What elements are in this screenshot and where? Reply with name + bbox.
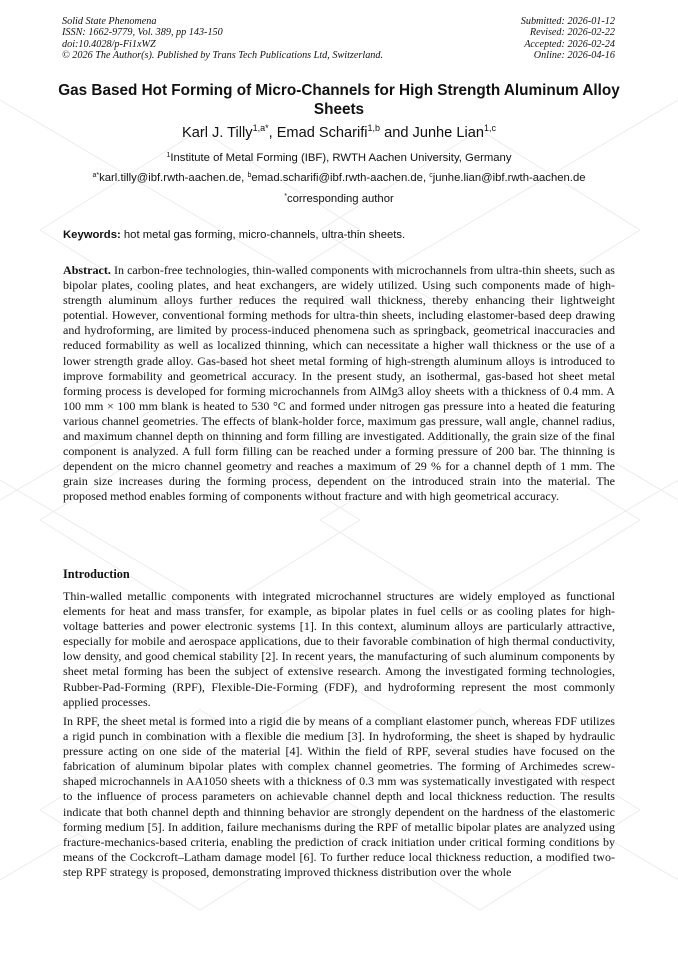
author-separator: and	[380, 125, 413, 141]
affiliation	[50, 151, 628, 165]
abstract	[63, 263, 615, 505]
corresponding-text: corresponding author	[286, 193, 394, 205]
keywords	[63, 228, 615, 242]
issn-info: ISSN: 1662-9779, Vol. 389, pp 143-150	[62, 27, 223, 39]
author-separator: ,	[268, 125, 277, 141]
submitted-date: Submitted: 2026-01-12	[520, 16, 615, 27]
corresponding-author-note	[50, 192, 628, 206]
doi: doi:10.4028/p-Fi1xWZ	[62, 38, 156, 50]
journal-header-right	[521, 16, 615, 62]
journal-name: Solid State Phenomena	[62, 16, 157, 27]
paper-title: Gas Based Hot Forming of Micro-Channels for High Strength Aluminum Alloy Sheets	[58, 82, 620, 118]
keywords-label: Keywords:	[63, 229, 121, 241]
email-address: karl.tilly@ibf.rwth-aachen.de,	[99, 172, 248, 184]
introduction-paragraph-2: In RPF, the sheet metal is formed into a rigid die by means of a compliant elastomer punch, whereas FDF utilizes a rigid punch in combination with a flexible die medium [3]. In hydroforming, the sheet is shaped by hydraulic pressure acting on one side of the material [4]. Within the field of RPF, several studies have focused on the fabrication of aluminum bipolar plates with complex channel geometries. The forming of Archimedes screw-shaped microchannels in AA1050 sheets with a thickness of 0.3 mm was systematically investigated with respect to the influence of process parameters on achievable channel depth and local thickness reduction. The results indicate that both channel depth and thinning behavior are strongly dependent on the hardness of the elastomeric forming medium [5]. In addition, failure mechanisms during the RPF of metallic bipolar plates are analyzed using fracture-mechanics-based criteria, enabling the prediction of crack initiation under critical forming conditions by means of the Cockcroft–Latham damage model [6]. To further reduce local thickness reduction, a modified two-step RPF strategy is proposed, demonstrating improved thickness distribution over the whole	[63, 714, 615, 879]
email-superscript: c	[429, 172, 433, 179]
journal-header-left	[62, 16, 383, 62]
affiliation-text: Institute of Metal Forming (IBF), RWTH Aachen University, Germany	[170, 152, 512, 164]
author-name: Emad Scharifi	[276, 125, 368, 141]
copyright: © 2026 The Author(s). Published by Trans Tech Publications Ltd, Switzerland.	[62, 50, 384, 62]
affiliation-superscript: 1	[166, 152, 171, 159]
author-name: Karl J. Tilly	[182, 125, 253, 141]
email-superscript: a*	[92, 172, 100, 179]
email-address: emad.scharifi@ibf.rwth-aachen.de,	[251, 172, 430, 184]
author-list	[50, 124, 628, 142]
author-name: Junhe Lian	[412, 125, 484, 141]
email-address: junhe.lian@ibf.rwth-aachen.de	[432, 172, 586, 184]
keywords-text: hot metal gas forming, micro-channels, ultra-thin sheets.	[120, 229, 406, 241]
introduction-paragraph-1: Thin-walled metallic components with integrated microchannel structures are widely employed as functional elements for heat and mass transfer, for example, as bipolar plates in fuel cells or as cooling plates for high-voltage batteries and power electronic systems [1]. In this context, aluminum alloys are particularly attractive, especially for mobile and aerospace applications, due to their favorable combination of high thermal conductivity, low density, and good chemical stability [2]. In recent years, the manufacturing of such aluminum components by sheet metal forming has been the subject of extensive research. Among the investigated forming technologies, Rubber-Pad-Forming (RPF), Flexible-Die-Forming (FDF), and hydroforming represent the most commonly applied processes.	[63, 589, 615, 709]
author-superscript: 1,b	[367, 123, 381, 133]
accepted-date: Accepted: 2026-02-24	[524, 38, 615, 50]
online-date: Online: 2026-04-16	[533, 50, 615, 62]
abstract-text: In carbon-free technologies, thin-walled components with microchannels from ultra-thin sheets, such as bipolar plates, cooling plates, and heat exchangers, are widely utilized. Using such components made of high-strength aluminum alloys further reduces the required wall thickness, thereby enhancing their lightweight potential. However, conventional forming methods for ultra-thin sheets, including elastomer-based deep drawing and hydroforming, are limited by process-induced phenomena such as springback, geometrical inaccuracies and reduced formability as well as localized thinning, which can necessitate a higher wall thickness or the use of a lower strength grade alloy. Gas-based hot sheet metal forming of high-strength aluminum alloys is introduced to improve formability and geometrical accuracy. In the present study, an isothermal, gas-based hot sheet metal forming process is developed for forming microchannels from AlMg3 alloy sheets with a thickness of 0.4 mm. A 100 mm × 100 mm blank is heated to 530 °C and formed under nitrogen gas pressure into a heated die featuring various channel geometries. The effects of blank-holder force, maximum gas pressure, wall angle, channel radius, and maximum channel depth on thinning and form filling are investigated. Additionally, the grain size of the final component is analyzed. A full form filling can be reached under a forming pressure of 200 bar. The thinning is dependent on the micro channel geometry and reaches a maximum of 29 % for a channel depth of 1 mm. The grain size increases during the forming process, dependent on the introduced strain into the material. The proposed method enables forming of components without fracture and with high geometrical accuracy.	[63, 263, 615, 504]
corresponding-superscript: *	[284, 193, 287, 200]
author-superscript: 1,a*	[252, 123, 269, 133]
introduction-heading: Introduction	[63, 567, 130, 581]
author-superscript: 1,c	[483, 123, 496, 133]
email-superscript: b	[247, 172, 252, 179]
revised-date: Revised: 2026-02-22	[529, 27, 615, 39]
abstract-label: Abstract.	[63, 263, 111, 277]
author-emails	[30, 171, 648, 185]
